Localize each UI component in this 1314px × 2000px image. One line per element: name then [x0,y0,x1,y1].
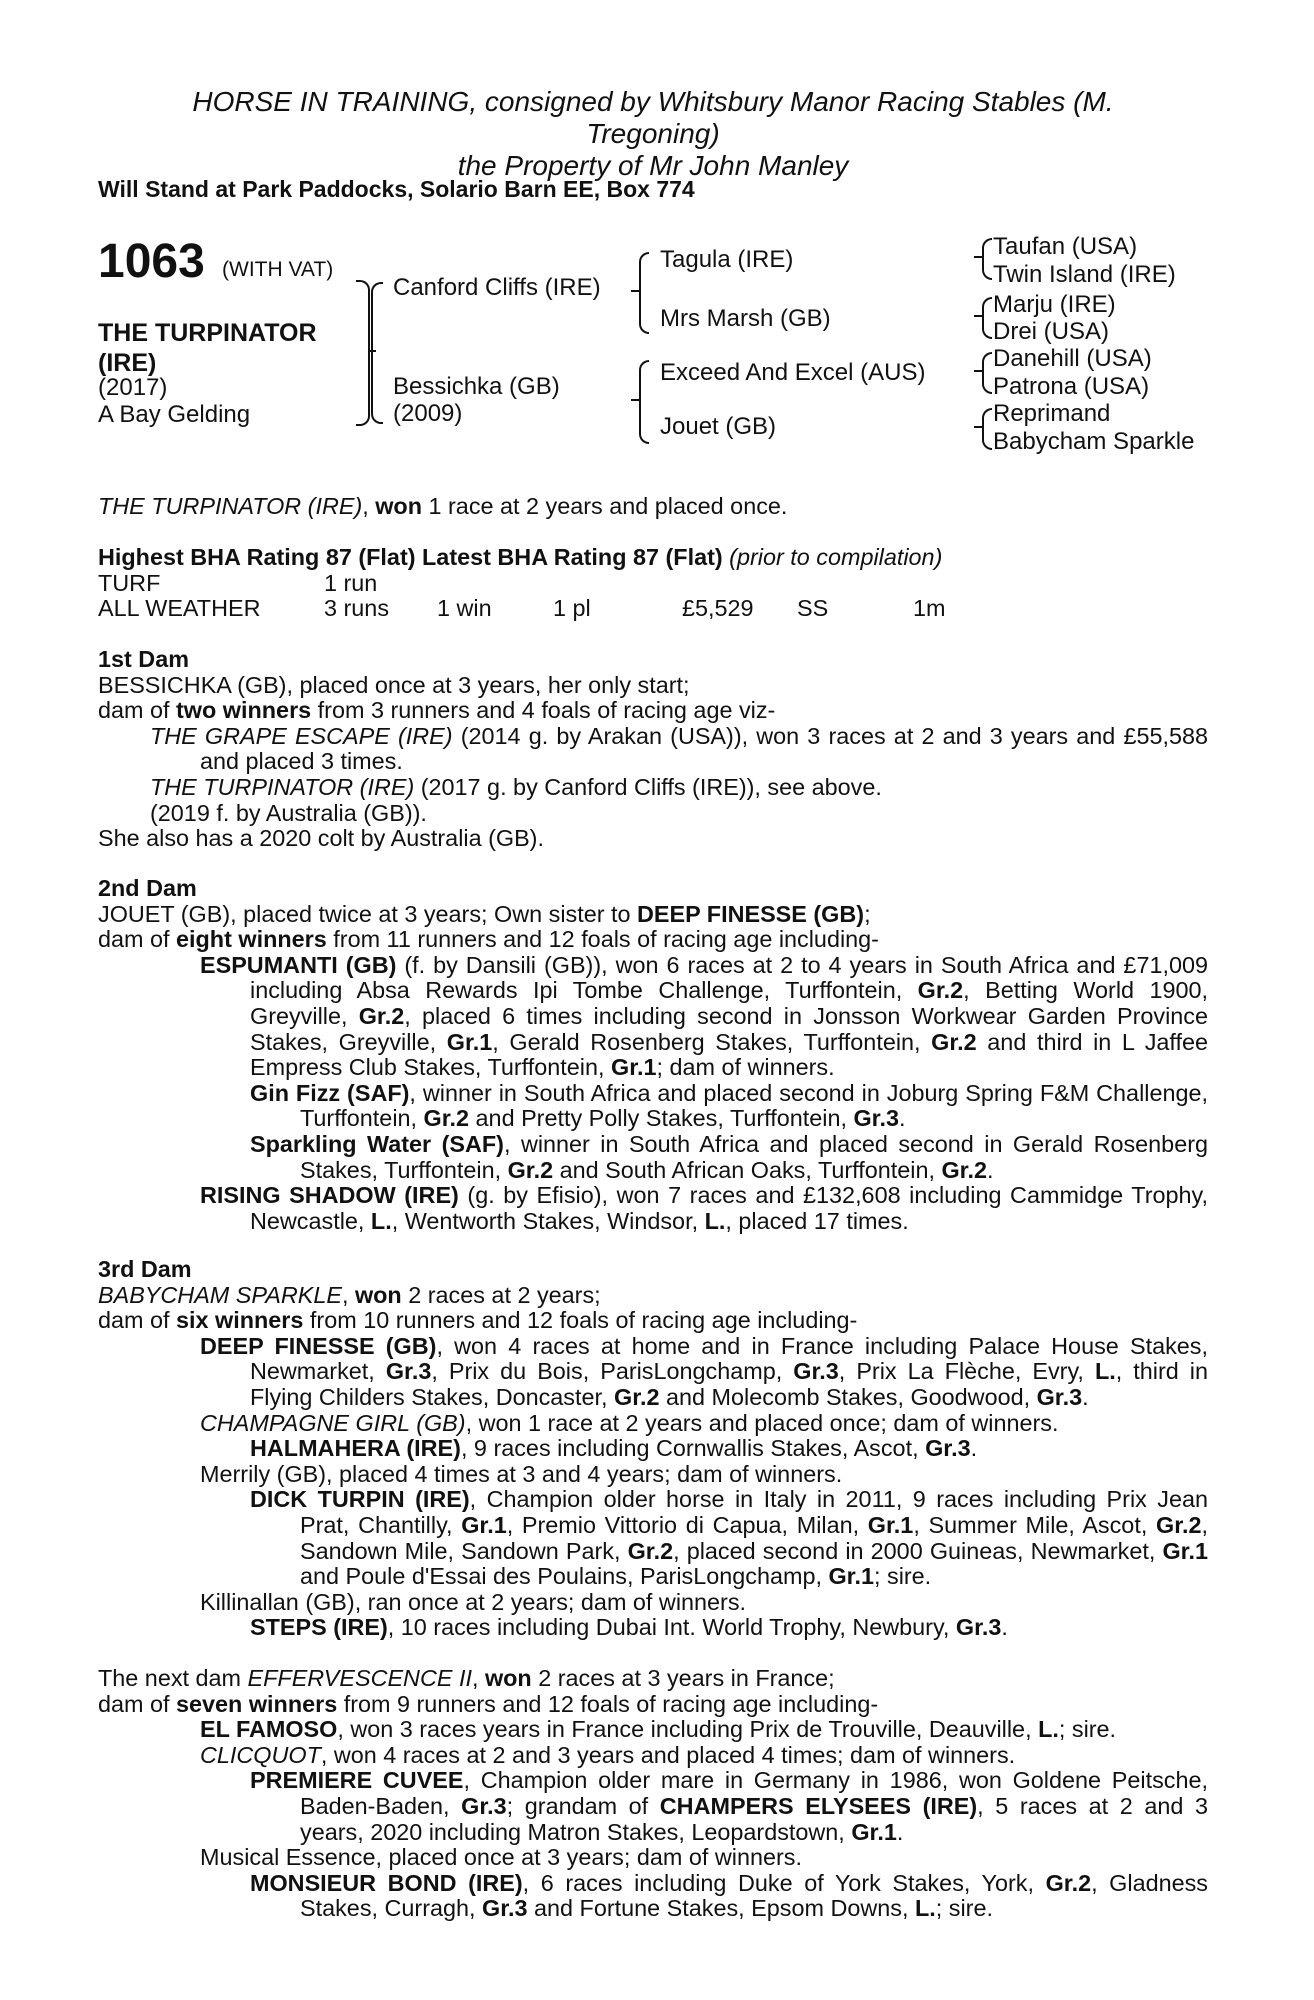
text-span: dam of [98,1690,177,1717]
produce-name: MONSIEUR BOND (IRE) [250,1869,523,1896]
text-span: , Wentworth Stakes, Windsor, [391,1207,705,1234]
produce-entry [98,1081,1208,1132]
record-row-aw [98,596,946,622]
pedigree-dss: Danehill (USA) [993,345,1152,372]
summary-horse-name: THE TURPINATOR (IRE) [98,493,363,519]
text-span: dam of [98,926,177,953]
grade: Gr.1 [867,1511,914,1538]
record-wins: 1 win [437,595,492,622]
grade: Gr.3 [853,1105,899,1132]
text-span: and South African Oaks, Turffontein, [553,1156,942,1183]
grade: L. [914,1895,936,1922]
text-span: ; sire. [935,1895,993,1922]
pedigree-sire: Canford Cliffs (IRE) [393,274,601,301]
produce-note: She also has a 2020 colt by Australia (GB). [98,825,544,852]
grade: Gr.2 [358,1002,405,1029]
text-span: 2 races at 2 years; [401,1281,601,1308]
produce-entry: (2019 f. by Australia (GB)). [150,799,427,826]
text-span: , 6 races including Duke of York Stakes, York, [522,1869,1046,1896]
text-span: , placed 6 times including second in Jonsson Workwear Garden Province Stakes, Greyville, [250,1002,1208,1055]
text-span: ; [864,900,871,927]
text-span: ; dam of winners. [656,1054,835,1081]
text-span: , winner in South Africa and placed second in Gerald Rosenberg Stakes, Turffontein, [300,1130,1208,1183]
winner-count: seven winners [176,1690,338,1717]
text-span: and Fortune Stakes, Epsom Downs, [527,1895,915,1922]
pedigree-dam-dam: Jouet (GB) [660,413,777,440]
grade: L. [1094,1358,1116,1385]
text-span: . [898,1105,906,1132]
grade: Gr.1 [446,1028,493,1055]
text-span: (2014 g. by Arakan (USA)), won 3 races at 2 and 3 years and £55,588 and placed 3 times. [200,722,1208,775]
text-span: . [1001,1614,1008,1641]
record-prize: £5,529 [682,595,754,622]
produce-entry [98,1132,1208,1183]
text-span: and third in L Jaffee Empress Club Stakes, Turffontein, [250,1028,1208,1081]
horse-name-line-2: (IRE) [98,349,157,377]
text-span: , won 1 race at 2 years and placed once; dam of winners. [465,1409,1059,1436]
pedigree-bracket-g3 [982,352,992,394]
pedigree-sss: Taufan (USA) [993,233,1138,260]
produce-entry [98,1615,1208,1641]
grade: Gr.2 [614,1383,660,1410]
lot-number: 1063 [98,235,205,288]
text-span: won [354,1281,402,1308]
rating-note: (prior to compilation) [729,544,943,570]
text-span: , 10 races including Dubai Int. World Trophy, Newbury, [387,1614,956,1641]
text-span: , Premio Vittorio di Capua, Milan, [506,1511,868,1538]
summary-text: 1 race at 2 years and placed once. [422,493,788,519]
record-runs: 1 run [324,569,378,596]
grade: Gr.2 [917,977,964,1004]
text-span: . [970,1435,978,1462]
text-span: , placed second in 2000 Guineas, Newmarket, [673,1537,1163,1564]
grade: Gr.2 [1156,1511,1202,1538]
header-line-2: Tregoning) [586,118,720,149]
pedigree-ssd: Twin Island (IRE) [993,261,1176,288]
pedigree-bracket-g1 [982,238,992,280]
pedigree-bracket-sire-parents [639,252,649,334]
grade: Gr.2 [507,1156,554,1183]
text-span: from 3 runners and 4 foals of racing age viz- [311,697,776,724]
grade: L. [704,1207,726,1234]
text-span: ; grandam of [506,1792,660,1819]
produce-entry [98,1871,1208,1922]
text-span: , Champion older mare in Germany in 1986, won Goldene Peitsche, Baden-Baden, [300,1767,1208,1819]
grade: L. [370,1207,392,1234]
produce-name: HALMAHERA (IRE) [250,1435,461,1462]
text-span: , 9 races including Cornwallis Stakes, Ascot, [460,1435,926,1462]
text-span: from 10 runners and 12 foals of racing age including- [303,1307,858,1334]
pedigree-bracket-main [356,280,370,426]
horse-name-line-1: THE TURPINATOR [98,319,317,347]
header-property: the Property of Mr John Manley [457,150,849,181]
second-dam-section [98,876,1208,1234]
winner-count: six winners [176,1307,304,1334]
text-span: (g. by Efisio), won 7 races and £132,608 including Cammidge Trophy, Newcastle, [250,1182,1208,1234]
first-dam-line: BESSICHKA (GB), placed once at 3 years, her only start; [98,671,690,698]
text-span: , Prix du Bois, ParisLongchamp, [431,1358,794,1385]
pedigree-bracket-parents [371,282,383,424]
sibling-name: DEEP FINESSE (GB) [637,900,865,927]
pedigree-dds: Reprimand [993,400,1111,427]
grade: Gr.3 [955,1614,1002,1641]
dam-name: EFFERVESCENCE II [247,1665,472,1691]
produce-name: Gin Fizz (SAF) [250,1079,410,1106]
text-span: , placed 17 times. [725,1207,909,1234]
produce-name: DICK TURPIN (IRE) [250,1486,470,1513]
produce-entry: Merrily (GB), placed 4 times at 3 and 4 years; dam of winners. [200,1460,843,1487]
text-span: , won 4 races at home and in France including Palace House Stakes, Newmarket, [250,1332,1208,1385]
race-record-table [98,571,946,622]
bracket-tick [974,426,982,428]
grade: Gr.2 [941,1156,987,1183]
produce-name: THE TURPINATOR (IRE) [150,773,415,800]
produce-name: Sparkling Water (SAF) [250,1130,504,1157]
text-span: , Sandown Mile, Sandown Park, [300,1511,1209,1564]
record-distance: 1m [913,595,946,622]
grade: Gr.1 [461,1511,507,1538]
produce-entry [98,775,1208,801]
text-span: from 11 runners and 12 foals of racing age including- [326,926,879,953]
text-span: , won 3 races years in France including Prix de Trouville, Deauville, [337,1716,1039,1743]
produce-name: CHAMPERS ELYSEES (IRE) [659,1792,978,1819]
produce-entry [98,1743,1208,1769]
grade: Gr.3 [925,1435,971,1462]
text-span: , Prix La Flèche, Evry, [838,1358,1095,1385]
text-span: ; sire. [1058,1716,1117,1743]
text-span: dam of [98,697,177,724]
text-span: , Champion older horse in Italy in 2011, 9 races including Prix Jean Prat, Chantilly, [300,1486,1208,1538]
text-span: (f. by Dansili (GB)), won 6 races at 2 to 4 years in South Africa and £71,009 including Absa Rewards Ipi Tombe Challenge, Turffontein, [250,951,1208,1004]
text-span: , winner in South Africa and placed second in Joburg Spring F&M Challenge, Turffontein, [300,1079,1208,1132]
header-line-1: HORSE IN TRAINING, consigned by Whitsbury Manor Racing Stables (M. [192,86,1114,117]
dam-name: BABYCHAM SPARKLE [98,1281,342,1308]
text-span: . [896,1818,904,1845]
second-dam-heading: 2nd Dam [98,875,197,901]
grade: Gr.3 [1036,1383,1083,1410]
text-span: 2 races at 3 years in France; [531,1665,835,1691]
grade: Gr.1 [1162,1537,1208,1564]
first-dam-section [98,647,1208,852]
produce-name: THE GRAPE ESCAPE (IRE) [150,722,453,749]
grade: Gr.3 [482,1895,528,1922]
produce-name: PREMIERE CUVEE [250,1767,464,1794]
pedigree-dam-year: (2009) [393,400,463,427]
winner-count: two winners [176,697,312,724]
grade: Gr.3 [461,1792,507,1819]
first-dam-heading: 1st Dam [98,646,190,672]
record-going: SS [797,595,829,622]
bracket-tick [631,399,639,401]
grade: Gr.3 [793,1358,839,1385]
pedigree-dam: Bessichka (GB) [393,373,560,400]
text-span: , 5 races at 2 and 3 years, 2020 including Matron Stakes, Leopardstown, [300,1792,1208,1845]
produce-name: DEEP FINESSE (GB) [200,1332,437,1359]
text-span: , [471,1665,485,1691]
record-places: 1 pl [553,595,591,622]
pedigree-sdd: Drei (USA) [993,318,1110,345]
header-consignor [98,86,1208,182]
produce-entry: Killinallan (GB), ran once at 2 years; dam of winners. [200,1588,747,1615]
bha-rating: Highest BHA Rating 87 (Flat) Latest BHA Rating 87 (Flat) [98,544,723,570]
text-span: , third in Flying Childers Stakes, Doncaster, [250,1358,1208,1410]
vat-label: (WITH VAT) [222,258,334,281]
bracket-tick [974,315,982,317]
text-span: and Poule d'Essai des Poulains, ParisLongchamp, [300,1563,829,1590]
record-row-turf [98,571,946,597]
race-summary: THE TURPINATOR (IRE), won 1 race at 2 years and placed once. [98,493,788,519]
pedigree-sds: Marju (IRE) [993,291,1116,318]
pedigree-dam-sire: Exceed And Excel (AUS) [660,359,926,386]
record-runs: 3 runs [324,595,390,622]
produce-entry [98,1768,1208,1845]
produce-entry [98,1334,1208,1411]
bracket-tick [974,370,982,372]
produce-entry [98,953,1208,1081]
pedigree-ddd: Babycham Sparkle [993,428,1195,455]
produce-name: CLICQUOT [200,1741,321,1768]
horse-description: A Bay Gelding [98,401,251,428]
text-span: The next dam [98,1665,248,1691]
text-span: won [484,1665,532,1691]
produce-entry [98,724,1208,775]
text-span: (2017 g. by Canford Cliffs (IRE)), see above. [414,773,882,800]
produce-name: CHAMPAGNE GIRL (GB) [200,1409,466,1436]
horse-name [98,318,358,378]
produce-name: EL FAMOSO [200,1716,338,1743]
grade: Gr.1 [611,1054,657,1081]
pedigree-sire-dam: Mrs Marsh (GB) [660,305,831,332]
grade: Gr.1 [828,1563,874,1590]
grade: Gr.2 [931,1028,977,1055]
produce-name: ESPUMANTI (GB) [200,951,397,978]
pedigree-dsd: Patrona (USA) [993,373,1150,400]
text-span: , won 4 races at 2 and 3 years and placed 4 times; dam of winners. [320,1741,1016,1768]
text-span: , Summer Mile, Ascot, [913,1511,1156,1538]
produce-entry [98,1411,1208,1437]
record-surface: ALL WEATHER [98,595,261,622]
third-dam-heading: 3rd Dam [98,1256,192,1282]
winner-count: eight winners [176,926,327,953]
grade: Gr.3 [385,1358,432,1385]
rating-block [98,545,1208,622]
pedigree-bracket-g4 [982,408,992,450]
grade: Gr.2 [423,1105,470,1132]
next-dam-section [98,1666,1208,1922]
text-span: JOUET (GB), placed twice at 3 years; Own sister to [98,900,638,927]
text-span: , [341,1281,355,1308]
grade: Gr.2 [1045,1869,1092,1896]
text-span: and Pretty Polly Stakes, Turffontein, [469,1105,854,1132]
produce-name: RISING SHADOW (IRE) [200,1182,459,1209]
foaling-year: (2017) [98,374,168,401]
record-surface: TURF [98,569,161,596]
pedigree-sire-sire: Tagula (IRE) [660,246,794,273]
text-span: . [1082,1383,1089,1410]
text-span: . [986,1156,994,1183]
third-dam-section [98,1257,1208,1641]
text-span: , Gerald Rosenberg Stakes, Turffontein, [492,1028,932,1055]
pedigree-bracket-g2 [982,297,992,339]
produce-name: STEPS (IRE) [250,1614,388,1641]
produce-entry [98,1183,1208,1234]
stand-location: Will Stand at Park Paddocks, Solario Barn EE, Box 774 [98,176,695,202]
produce-entry [98,1717,1208,1743]
text-span: , Gladness Stakes, Curragh, [300,1869,1208,1922]
text-span: , Betting World 1900, Greyville, [250,977,1209,1029]
bracket-tick [974,256,982,258]
grade: Gr.2 [627,1537,674,1564]
grade: L. [1038,1716,1059,1743]
text-span: dam of [98,1307,177,1334]
grade: Gr.1 [851,1818,897,1845]
summary-won: won [375,493,423,519]
pedigree-bracket-dam-parents [639,360,649,444]
text-span: from 9 runners and 12 foals of racing age including- [337,1690,879,1717]
bracket-tick [631,290,639,292]
produce-entry: Musical Essence, placed once at 3 years; dam of winners. [200,1844,802,1871]
text-span: ; sire. [874,1563,932,1590]
text-span: and Molecomb Stakes, Goodwood, [659,1383,1037,1410]
produce-entry [98,1436,1208,1462]
produce-entry [98,1487,1208,1589]
